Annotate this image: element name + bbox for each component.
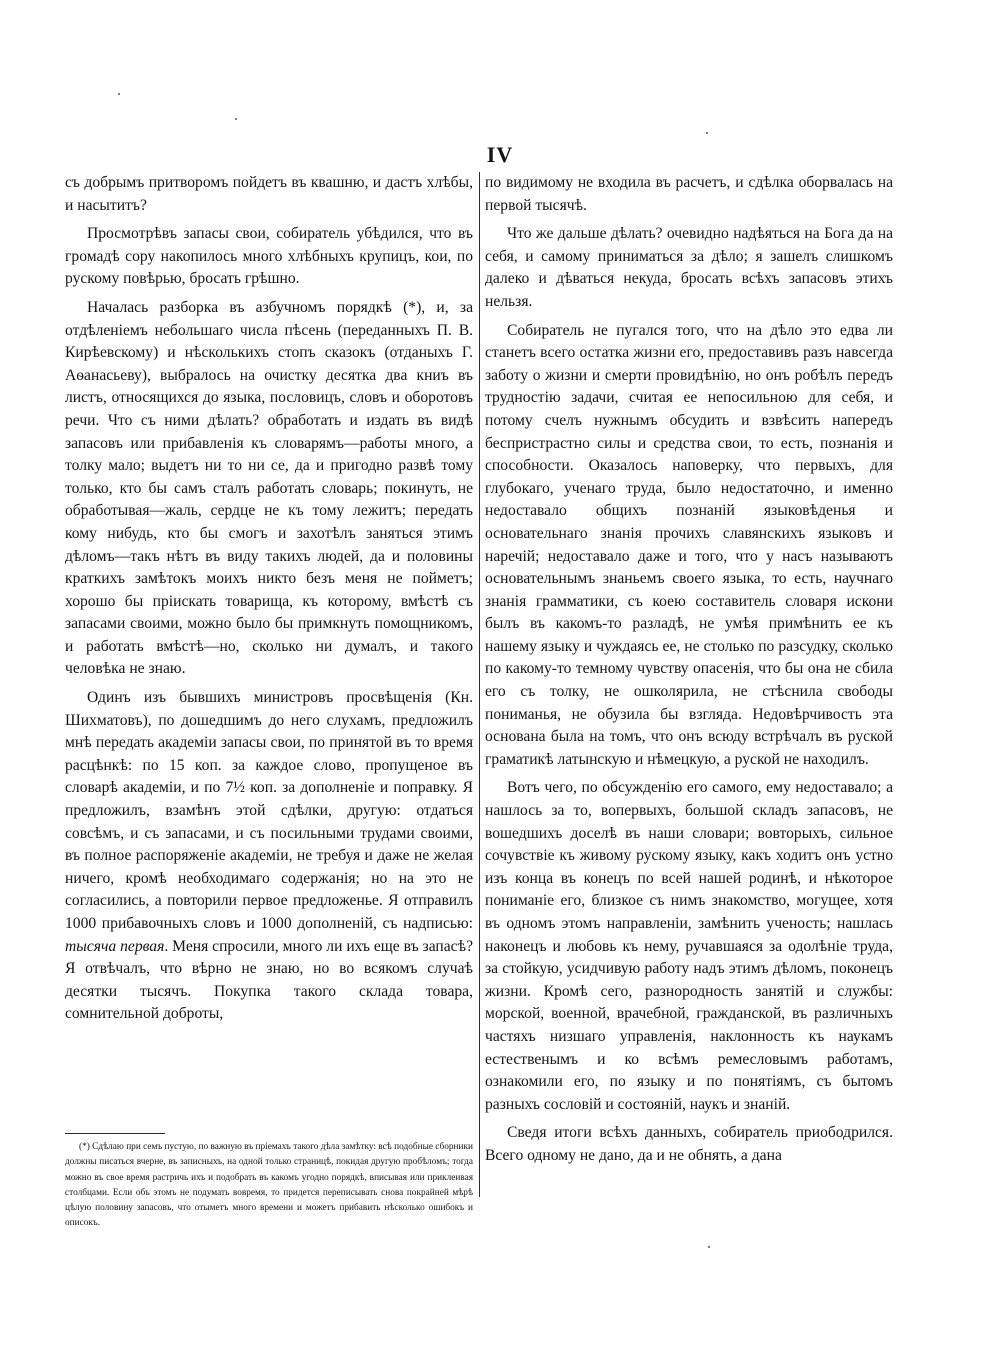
footnote-divider <box>65 1133 165 1134</box>
left-paragraph-4-end: . Меня спросили, много ли ихъ еще въ запасѣ? Я отвѣчалъ, что вѣрно не знаю, но во всякомъ случаѣ десятки тысячъ. Покупка такого склада товара, сомнительной доброты, <box>65 937 473 1023</box>
left-paragraph-4-italic: тысяча первая <box>65 937 165 955</box>
left-paragraph-2: Просмотрѣвъ запасы свои, собиратель убѣдился, что въ громадѣ сору накопилось много хлѣбныхъ крупицъ, кои, по рускому повѣрью, бросать грѣшно. <box>65 225 473 288</box>
right-column <box>485 172 893 1174</box>
left-paragraph-4-main: Одинъ изъ бывшихъ министровъ просвѣщенія (Кн. Шихматовъ), по дошедшимъ до него слухамъ, предложилъ мнѣ передать академіи запасы свои, по принятой въ то время расцѣнкѣ: по 15 коп. за каждое слово, пропущеное въ словарѣ академіи, и по 7½ коп. за дополненіе и поправку. Я предложилъ, взамѣнъ этой сдѣлки, другую: отдаться совсѣмъ, и съ запасами, и съ посильными трудами своими, въ полное распоряженіе академіи, не требуя и даже не желая ничего, кромѣ необходимаго содержанія; но на это не согласились, а повторили первое предложенье. Я отправилъ 1000 прибавочныхъ словъ и 1000 дополненій, съ надписью: <box>65 689 473 932</box>
page-number: IV <box>486 142 514 167</box>
footnote-text: (*) Сдѣлаю при семъ пустую, по важную въ пріемахъ такого дѣла замѣтку: всѣ подобные сборники должны писаться вчерне, въ записныхъ, на одной только страницѣ, покидая другую пробѣломъ; тогда можно въ свое время растричь ихъ и подобрать въ какомъ угодно порядкѣ, вписывая или приклеивая столбцами. Если объ этомъ не подумать вовремя, то придется переписывать снова покрайней мѣрѣ цѣлую половину запасовъ, что отыметъ много времени и можетъ прибавить нѣсколько ошибокъ и описокъ. <box>65 1142 473 1229</box>
right-paragraph-3: Собиратель не пугался того, что на дѣло это едва ли станетъ всего остатка жизни его, предоставивъ разъ навсегда заботу о жизни и смерти провидѣнію, но онъ робѣлъ передъ трудностію задачи, считая ее непосильною для себя, и потому счелъ нужнымъ обсудить и взвѣсить напередъ беспристрастно силы и средства свои, то есть, познанія и способности. Оказалось наповерку, что первыхъ, для глубокаго, ученаго труда, было недостаточно, и именно недоставало общихъ познаній языковѣденья и основательнаго знанія прочихъ славянскихъ языковъ и наречій; недоставало даже и того, что у насъ называютъ основательнымъ знаньемъ своего языка, то есть, научнаго знанія грамматики, съ коею составитель словаря искони былъ въ какомъ-то разладѣ, не умѣя примѣнить ее къ нашему языку и чуждаясь ее, не столько по разсудку, сколько по какому-то темному чувству опасенія, что бы она не сбила его съ толку, не ошколярила, не стѣснила свободы пониманья, не обузила бы взгляда. Недовѣрчивость эта основана была на томъ, что онъ всюду встрѣчалъ въ руской граматикѣ латынскую и нѣмецкую, а руской не находилъ. <box>485 321 893 768</box>
right-paragraph-4: Вотъ чего, по обсужденію его самого, ему недоставало; а нашлось за то, вопервыхъ, большой складъ запасовъ, не вошедшихъ доселѣ въ наши словари; вовторыхъ, сильное сочувствіе къ живому рускому языку, какъ ходитъ онъ устно изъ конца въ конецъ по всей нашей родинѣ, и нѣкоторое пониманіе его, близкое съ нимъ знакомство, могущее, хотя въ одномъ этомъ направленіи, замѣнить ученость; нашлась наконецъ и любовь къ нему, ручавшаяся за одолѣніе труда, за стойкую, усидчивую работу надъ этимъ дѣломъ, поконецъ жизни. Кромѣ сего, разнородность занятій и службы: морской, военной, врачебной, гражданской, въ различныхъ частяхъ низшаго управленія, наклонность къ наукамъ естественымъ и ко всѣмъ ремесловымъ работамъ, ознакомили его, по языку и по понятіямъ, съ бытомъ разныхъ сословій и состояній, наукъ и знаній. <box>485 779 893 1113</box>
left-column <box>65 172 473 1032</box>
scan-speck <box>706 132 708 134</box>
left-paragraph-4 <box>65 687 473 1026</box>
scan-speck <box>235 118 237 120</box>
column-divider <box>479 172 480 1197</box>
footnote <box>65 1140 473 1232</box>
scan-speck <box>708 1246 710 1248</box>
right-paragraph-5: Сведя итоги всѣхъ данныхъ, собиратель приободрился. Всего одному не дано, да и не обнять, а дана <box>485 1124 893 1164</box>
scan-speck <box>118 93 120 95</box>
left-paragraph-3: Началась разборка въ азбучномъ порядкѣ (*), и, за отдѣленіемъ небольшаго числа пѣсень (переданныхъ П. В. Кирѣевскому) и нѣсколькихъ стопъ сказокъ (отданыхъ Г. Аѳанасьеву), выбралось на очистку десятка два книъ въ листъ, относящихся до языка, пословицъ, словъ и оборотовъ речи. Что съ ними дѣлать? обработать и издать въ видѣ запасовъ или прибавленія къ словарямъ—работы много, а толку мало; выдетъ ни то ни се, да и пригодно развѣ тому только, кто бы самъ сталъ работать словарь; покинуть, не обработывая—жаль, сердце не къ тому лежитъ; передать кому нибудь, кто бы смогъ и захотѣлъ заняться этимъ дѣломъ—такъ нѣтъ въ виду такихъ людей, да и половины краткихъ замѣтокъ моихъ никто безъ меня не пойметъ; хорошо бы пріискать товарища, къ которому, вмѣстѣ съ запасами своими, можно было бы примкнуть помощникомъ, и работать вмѣстѣ—но, сколько ни думалъ, и такого человѣка не знаю. <box>65 298 473 678</box>
right-paragraph-2: Что же дальше дѣлать? очевидно надѣяться на Бога да на себя, и самому приниматься за дѣло; я зашелъ слишкомъ далеко и дѣваться некуда, бросать всѣхъ запасовъ этихъ нельзя. <box>485 225 893 310</box>
left-paragraph-1: съ добрымъ притворомъ пойдетъ въ квашню, и дастъ хлѣбы, и насытитъ? <box>65 174 473 214</box>
right-paragraph-1: по видимому не входила въ расчетъ, и сдѣлка оборвалась на первой тысячѣ. <box>485 174 893 214</box>
